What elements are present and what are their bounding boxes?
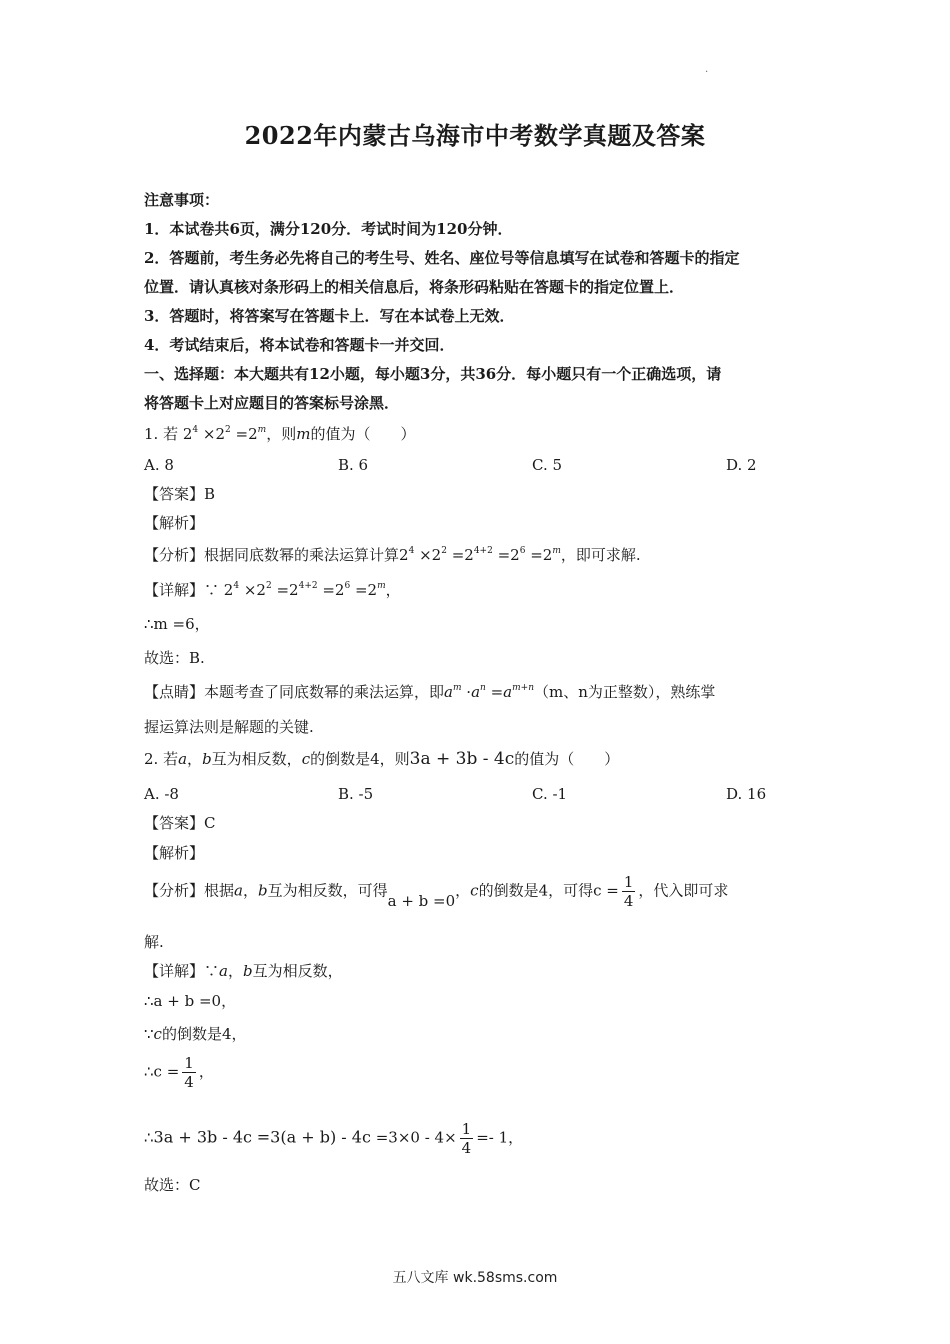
- note-1: 1．本试卷共6页，满分120分．考试时间为120分钟．: [144, 220, 513, 238]
- q2-answer: 【答案】C: [144, 814, 216, 832]
- q2-stem: 2. 若a，b互为相反数，c的倒数是4，则3a + 3b - 4c的值为（ ）: [144, 749, 620, 769]
- q2-fenxi-2: 解.: [144, 933, 164, 951]
- footer-watermark: 五八文库 wk.58sms.com: [392, 1270, 558, 1286]
- q1-xiangjie: 【详解】∵ $2^4 \times 2^2 =2^{4+2} =2^6 =2^m$，: [144, 581, 401, 599]
- q1-stem: 1. 若 $2^4 \times 2^2 =2^m$，则m的值为（ ）: [144, 425, 416, 443]
- note-4: 4．考试结束后，将本试卷和答题卡一并交回．: [144, 336, 455, 354]
- q1-option-b: B. 6: [338, 456, 369, 474]
- q2-step-ab: ∴a + b =0，: [144, 992, 237, 1010]
- note-3: 3．答题时，将答案写在答题卡上．写在本试卷上无效．: [144, 307, 515, 325]
- q1-guxuan: 故选：B.: [144, 649, 205, 667]
- q1-fenxi: 【分析】根据同底数幂的乘法运算计算$2^4 \times 2^2 =2^{4+2} =2^6 =2^m$，即可求解.: [144, 546, 641, 564]
- q2-step-c-reason: ∵c的倒数是4，: [144, 1025, 247, 1043]
- q2-option-d: D. 16: [726, 785, 767, 803]
- q1-therefore: ∴m =6，: [144, 615, 210, 633]
- q1-answer: 【答案】B: [144, 485, 216, 503]
- q1-option-a: A. 8: [144, 456, 174, 474]
- q2-xiangjie: 【详解】∵a，b互为相反数，: [144, 962, 343, 980]
- section-header-1: 一、选择题：本大题共有12小题，每小题3分，共36分．每小题只有一个正确选项，请: [144, 365, 722, 383]
- q1-dianjing-2: 握运算法则是解题的关键.: [144, 718, 314, 736]
- corner-dot: .: [705, 64, 709, 75]
- q2-jiexi: 【解析】: [144, 844, 205, 862]
- q2-step-c: ∴c = $\frac{1}{4}$ ，: [144, 1054, 214, 1091]
- q2-fenxi: 【分析】根据a，b互为相反数，可得a + b =0，c的倒数是4，可得c = $\frac{1}{4}$ ，代入即可求: [144, 873, 729, 910]
- page-title: 2022年内蒙古乌海市中考数学真题及答案: [244, 121, 706, 150]
- section-header-2: 将答题卡上对应题目的答案标号涂黑．: [144, 394, 400, 412]
- q2-guxuan: 故选：C: [144, 1176, 201, 1194]
- q2-option-b: B. -5: [338, 785, 374, 803]
- q1-dianjing: 【点睛】本题考查了同底数幂的乘法运算，即$a^m \cdot a^n =a^{m+n}(m$、n为正整数），熟练掌: [144, 683, 716, 701]
- note-2b: 位置．请认真核对条形码上的相关信息后，将条形码粘贴在答题卡的指定位置上．: [144, 278, 685, 296]
- q2-final-calc: ∴3a + 3b - 4c =3(a + b) - 4c =3×0 - 4× $\frac{1}{4}$ =- 1，: [144, 1120, 524, 1157]
- note-2a: 2．答题前，考生务必先将自己的考生号、姓名、座位号等信息填写在试卷和答题卡的指定: [144, 249, 740, 267]
- q2-option-a: A. -8: [144, 785, 179, 803]
- q1-option-d: D. 2: [726, 456, 757, 474]
- notes-heading: 注意事项：: [144, 191, 220, 209]
- q1-option-c: C. 5: [532, 456, 563, 474]
- q2-option-c: C. -1: [532, 785, 568, 803]
- q1-jiexi: 【解析】: [144, 514, 205, 532]
